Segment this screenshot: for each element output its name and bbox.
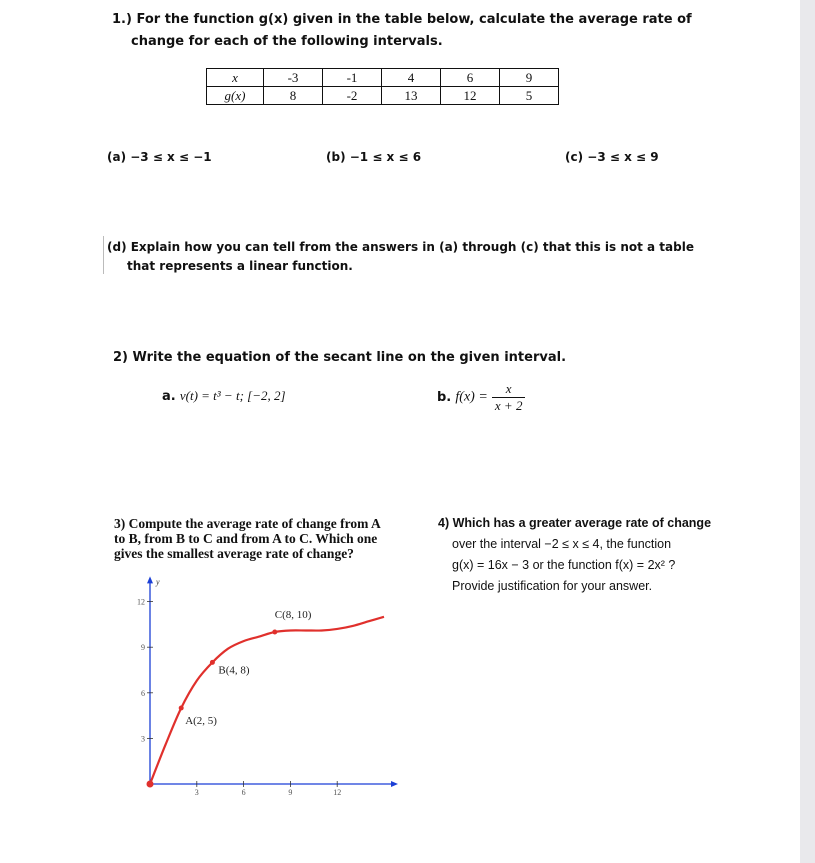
q1-part-c: (c) −3 ≤ x ≤ 9 <box>565 150 659 164</box>
table-cell: -3 <box>264 69 323 87</box>
q2-b-lhs: f(x) = <box>455 389 488 405</box>
table-cell: 8 <box>264 87 323 105</box>
q4-line2: over the interval −2 ≤ x ≤ 4, the function <box>452 537 672 551</box>
q1-part-b: (b) −1 ≤ x ≤ 6 <box>326 150 422 164</box>
table-cell: 6 <box>441 69 500 87</box>
graph-axes <box>147 576 398 787</box>
q1-number: 1.) <box>112 12 132 27</box>
g-table-value-row <box>207 87 559 105</box>
table-cell: g(x) <box>207 87 264 105</box>
x-tick-label: 9 <box>288 788 293 797</box>
table-cell: -2 <box>323 87 382 105</box>
g-table <box>206 68 559 105</box>
q2-b-fraction <box>492 381 526 414</box>
table-cell: 13 <box>382 87 441 105</box>
x-tick-label: 3 <box>194 788 199 797</box>
q4-line4: Provide justification for your answer. <box>452 579 653 593</box>
q2-a-label: a. <box>162 389 176 404</box>
q2-b-label: b. <box>437 390 452 405</box>
x-tick-label: 6 <box>241 788 246 797</box>
q2-b-denominator: x + 2 <box>494 398 523 413</box>
table-cell: 5 <box>500 87 559 105</box>
point-label: A(2, 5) <box>185 715 217 727</box>
q1-part-a: (a) −3 ≤ x ≤ −1 <box>107 150 212 164</box>
curve-line <box>150 617 384 784</box>
x-tick-label: 12 <box>333 788 342 797</box>
q2-b-numerator: x <box>492 381 526 398</box>
y-tick-label: 12 <box>137 597 145 607</box>
q1-part-d-line2: that represents a linear function. <box>127 259 353 273</box>
y-tick-label: 3 <box>141 734 145 744</box>
q3-number: 3) <box>114 516 126 531</box>
q2-a-expression: v(t) = t³ − t; [−2, 2] <box>179 388 286 403</box>
graph-series <box>147 617 385 788</box>
table-cell: -1 <box>323 69 382 87</box>
y-tick-label: 9 <box>141 643 145 653</box>
graph-ticks <box>137 598 341 797</box>
q4-line3: g(x) = 16x − 3 or the function f(x) = 2x² ? <box>452 558 676 572</box>
point-marker <box>210 660 215 665</box>
q1-part-d-line1: (d) Explain how you can tell from the answers in (a) through (c) that this is not a table <box>107 240 694 254</box>
q2-part-a <box>162 388 286 404</box>
q2-prompt: 2) Write the equation of the secant line on the given interval. <box>113 350 567 365</box>
curve-start-dot <box>147 781 154 788</box>
point-marker <box>272 630 277 635</box>
g-table-header-row <box>207 69 559 87</box>
q4-line1: 4) Which has a greater average rate of change <box>438 516 712 530</box>
q1-line1 <box>112 9 692 31</box>
y-axis-label: y <box>156 577 160 587</box>
x-axis-arrow <box>391 781 398 787</box>
table-cell: 9 <box>500 69 559 87</box>
table-cell: 4 <box>382 69 441 87</box>
table-cell: x <box>207 69 264 87</box>
q1-text-1: For the function g(x) given in the table below, calculate the average rate of <box>136 12 692 27</box>
q2-part-b <box>437 381 525 414</box>
table-cell: 12 <box>441 87 500 105</box>
point-label: B(4, 8) <box>218 664 250 677</box>
y-axis-arrow <box>147 576 153 583</box>
q3-graph <box>120 577 400 814</box>
point-label: C(8, 10) <box>274 609 312 621</box>
graph-points <box>179 609 312 727</box>
q3-prompt <box>114 516 394 561</box>
q1-line2: change for each of the following intervals. <box>131 34 443 49</box>
y-tick-label: 6 <box>141 688 145 698</box>
q3-text: Compute the average rate of change from A to B, from B to C and from A to C. Which one gives the smallest average rate of change? <box>114 516 380 561</box>
point-marker <box>179 706 184 711</box>
margin-bar <box>103 236 104 274</box>
